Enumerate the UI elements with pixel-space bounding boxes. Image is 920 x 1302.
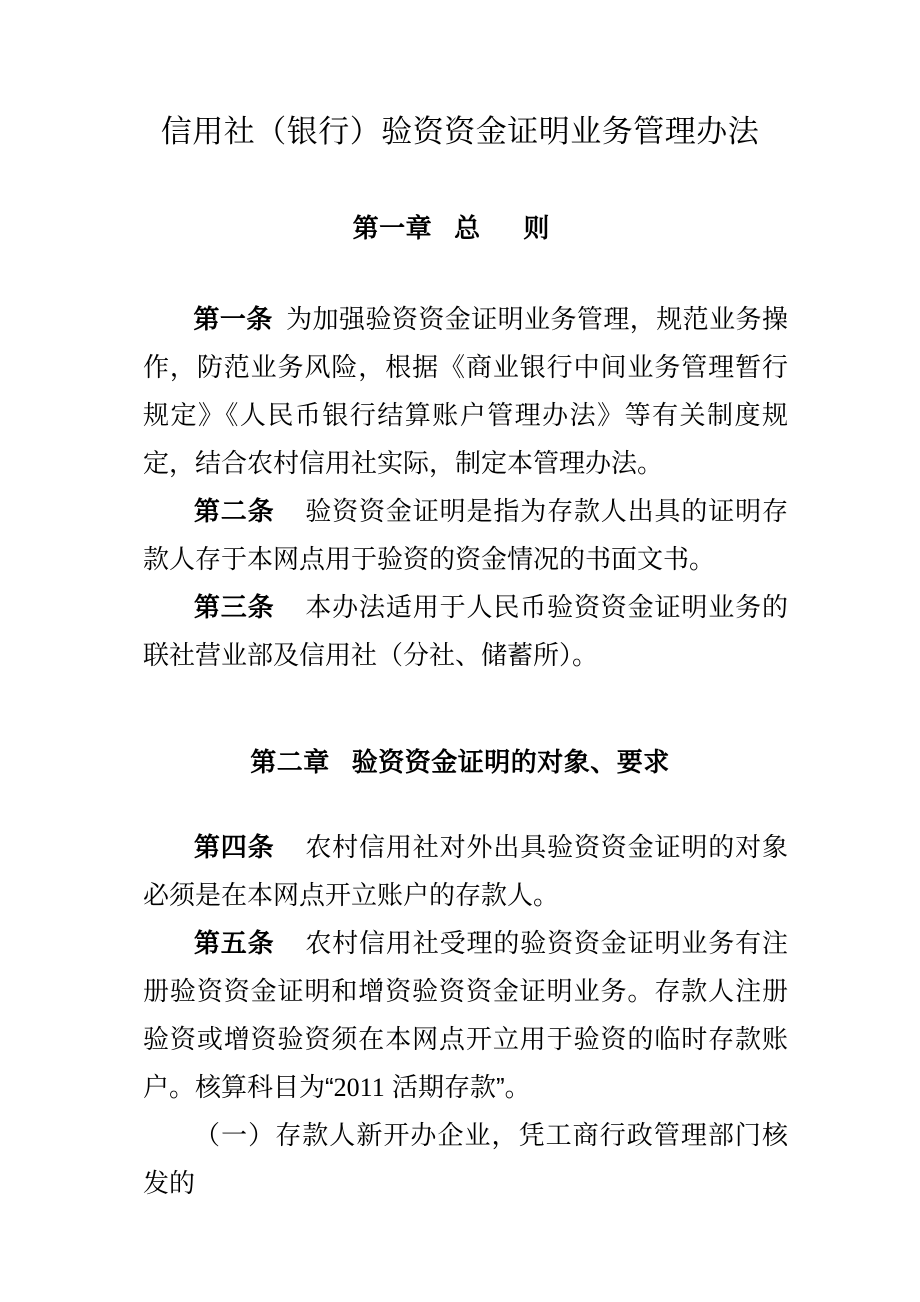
chapter-2-number: 第二章 [250,747,330,777]
article-2-paragraph [143,487,788,583]
article-3-text: 本办法适用于人民币验资资金证明业务的联社营业部及信用社（分社、储蓄所）。 [143,592,788,670]
article-2-text: 验资资金证明是指为存款人出具的证明存款人存于本网点用于验资的资金情况的书面文书。 [143,496,788,574]
article-3-marker: 第三条 [193,592,275,622]
article-1-text: 为加强验资资金证明业务管理，规范业务操作，防范业务风险，根据《商业银行中间业务管理暂行规定》《人民币银行结算账户管理办法》等有关制度规定，结合农村信用社实际，制定本管理办法。 [143,304,788,478]
article-5-marker: 第五条 [193,928,275,958]
chapter-2-name: 验资资金证明的对象、要求 [351,747,670,777]
item-1-text: 存款人新开办企业，凭工商行政管理部门核发的 [143,1120,788,1198]
item-1-label: （一） [193,1120,276,1150]
article-5-text-part2: ”。 [495,1072,531,1102]
page-title: 信用社（银行）验资资金证明业务管理办法 [160,114,760,149]
article-5-text-part1: 农村信用社受理的验资资金证明业务有注册验资资金证明和增资验资资金证明业务。存款人注册验资或增资验资须在本网点开立用于验资的临时存款账户。核算科目为“ [143,928,788,1102]
article-3-paragraph [143,583,788,679]
article-4-text: 农村信用社对外出具验资资金证明的对象必须是在本网点开立账户的存款人。 [143,832,788,910]
chapter-heading-2 [0,744,920,780]
chapter-1-name: 总 则 [454,213,568,243]
chapter-heading-1 [0,210,920,246]
article-5-account-name: 活期存款 [391,1072,496,1102]
chapter-1-number: 第一章 [352,213,433,243]
item-1-paragraph [143,1111,788,1207]
article-1-marker: 第一条 [193,304,273,334]
article-4-marker: 第四条 [193,832,275,862]
article-1-paragraph [143,295,788,487]
article-5-account-code: 2011 [333,1073,385,1102]
article-4-paragraph [143,823,788,919]
article-5-paragraph [143,919,788,1112]
article-2-marker: 第二条 [193,496,275,526]
